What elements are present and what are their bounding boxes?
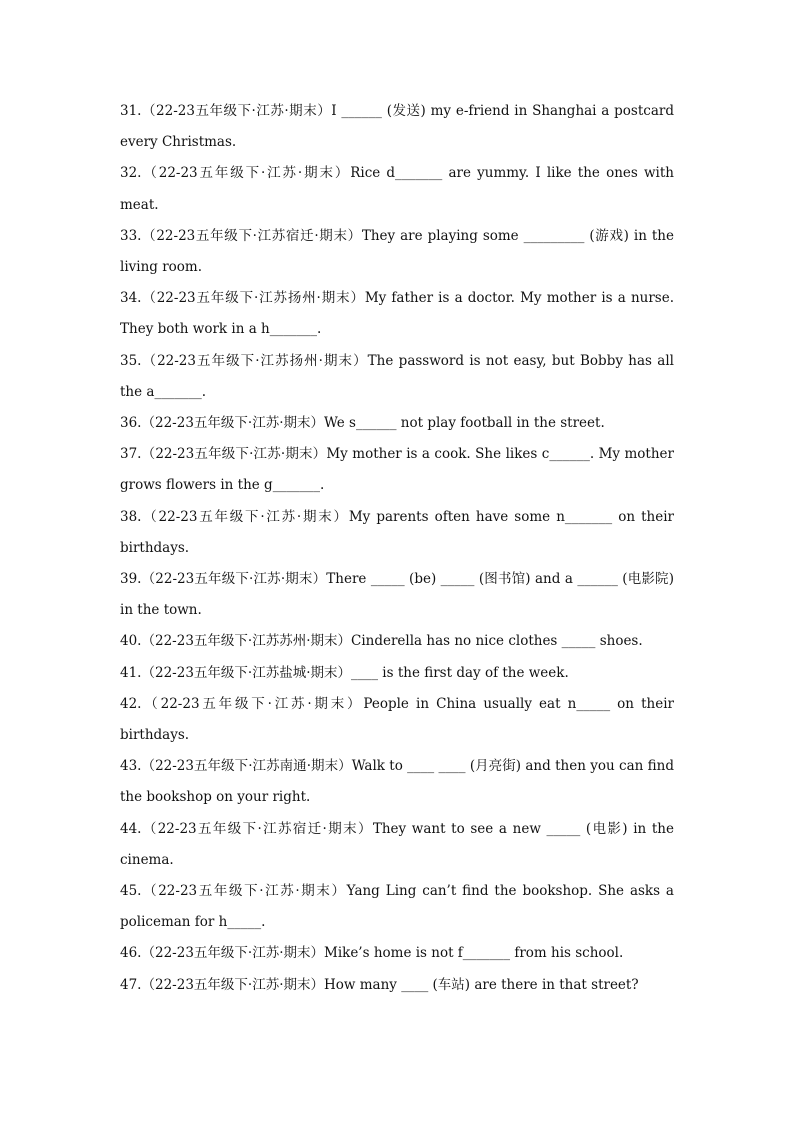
question-source: （22-23五年级下·江苏·期末） [141,415,324,432]
question-number: 40. [120,633,142,650]
question-text: They are playing some _________ (游戏) in the living room. [120,227,674,276]
question-item [120,439,674,501]
question-text: My mother is a cook. She likes c______. My mother grows flowers in the g_______. [120,446,674,494]
question-text: Yang Ling can’t find the bookshop. She asks a policeman for h_____. [120,883,674,931]
question-number: 42. [120,695,142,712]
question-text: How many ____ (车站) are there in that street? [324,976,639,993]
question-item [120,346,674,408]
question-number: 34. [120,290,142,307]
question-item [120,283,674,345]
question-source: （22-23五年级下·江苏南通·期末） [141,758,352,775]
question-number: 43. [120,758,142,775]
question-source: （22-23五年级下·江苏·期末） [141,446,327,463]
question-item [120,502,674,564]
question-number: 45. [120,883,142,900]
question-number: 33. [120,227,142,244]
question-source: （22-23五年级下·江苏苏州·期末） [141,633,351,650]
question-number: 32. [120,165,142,182]
question-source: （22-23五年级下·江苏宿迁·期末） [141,227,362,244]
question-item [120,96,674,158]
question-number: 47. [120,976,142,993]
question-number: 36. [120,415,142,432]
question-source: （22-23五年级下·江苏·期末） [141,976,324,993]
question-text: Rice d_______ are yummy. I like the ones with meat. [120,165,674,213]
question-item [120,938,674,969]
question-list [120,96,674,1001]
question-text: There _____ (be) _____ (图书馆) and a ______ (电影院) in the town. [120,571,674,619]
question-source: （22-23五年级下·江苏宿迁·期末） [141,820,373,837]
question-source: （22-23五年级下·江苏·期末） [141,571,327,588]
question-number: 46. [120,945,142,962]
question-item [120,876,674,938]
question-source: （22-23五年级下·江苏·期末） [141,165,351,182]
question-item [120,158,674,220]
question-text: Cinderella has no nice clothes _____ shoes. [351,633,643,650]
question-source: （22-23五年级下·江苏·期末） [141,945,324,962]
question-text: My parents often have some n_______ on their birthdays. [120,508,674,556]
question-text: Walk to ____ ____ (月亮街) and then you can find the bookshop on your right. [120,758,674,806]
question-source: （22-23五年级下·江苏扬州·期末） [141,290,365,307]
question-text: The password is not easy, but Bobby has all the a_______. [120,352,674,400]
question-number: 39. [120,571,142,588]
question-item [120,626,674,657]
question-number: 35. [120,352,142,369]
question-source: （22-23五年级下·江苏扬州·期末） [141,352,368,369]
question-source: （22-23五年级下·江苏·期末） [141,508,349,525]
question-text: They want to see a new _____ (电影) in the cinema. [120,820,674,868]
question-source: （22-23五年级下·江苏盐城·期末） [141,664,351,681]
question-number: 38. [120,508,142,525]
question-item [120,970,674,1001]
question-text: My father is a doctor. My mother is a nurse. They both work in a h_______. [120,290,674,338]
question-text: I ______ (发送) my e-friend in Shanghai a postcard every Christmas. [120,103,674,151]
question-item [120,564,674,626]
question-source: （22-23五年级下·江苏·期末） [141,695,364,712]
question-number: 31. [120,103,142,119]
question-text: ____ is the first day of the week. [351,664,569,681]
question-source: （22-23五年级下·江苏·期末） [141,103,332,119]
question-number: 41. [120,664,142,681]
question-item [120,221,674,283]
question-text: We s______ not play football in the street. [324,415,605,432]
question-item [120,658,674,689]
question-item [120,751,674,813]
question-item [120,814,674,876]
question-number: 37. [120,446,142,463]
question-text: People in China usually eat n_____ on their birthdays. [120,695,674,744]
question-source: （22-23五年级下·江苏·期末） [141,883,347,900]
question-item [120,689,674,751]
question-item [120,408,674,439]
question-number: 44. [120,820,142,837]
question-text: Mike’s home is not f_______ from his school. [324,945,624,962]
